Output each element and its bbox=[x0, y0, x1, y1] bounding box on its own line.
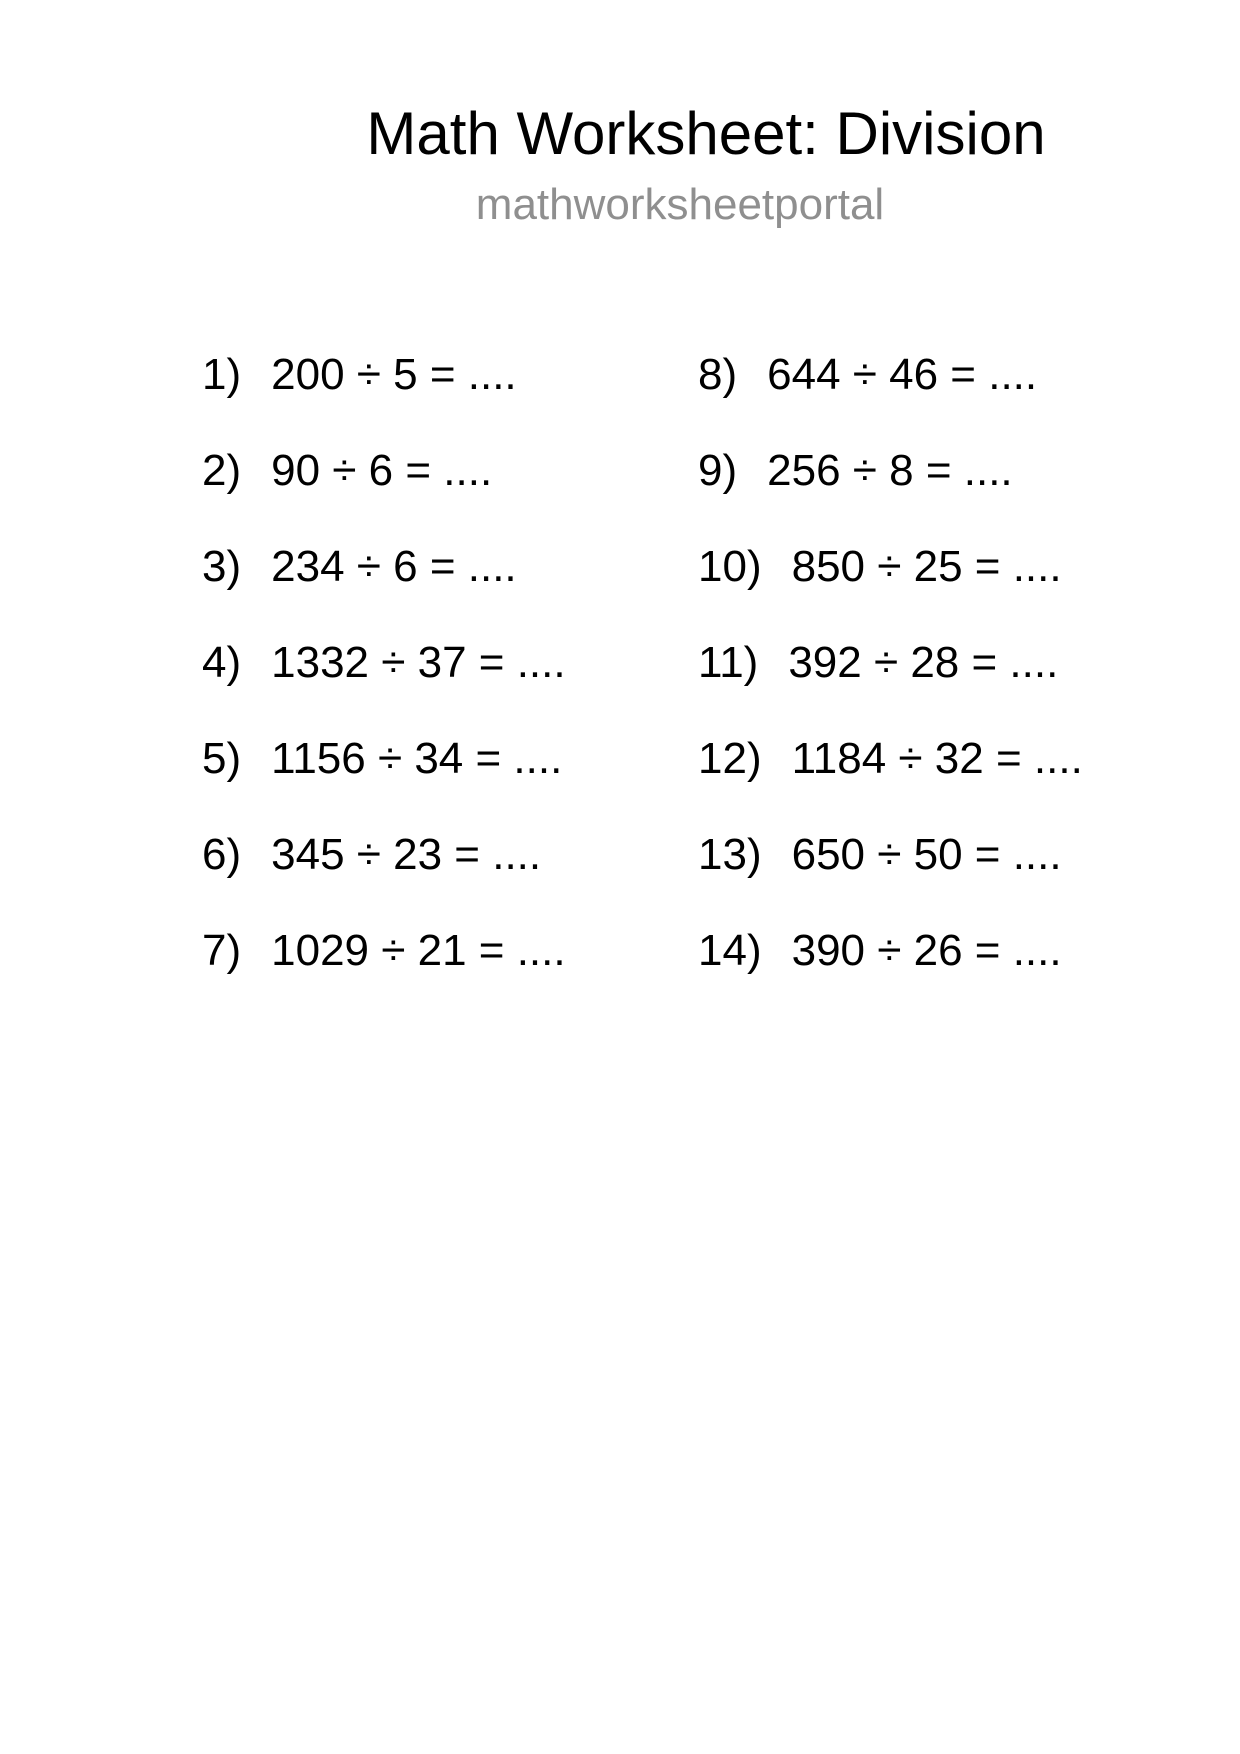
problem-number: 6) bbox=[202, 830, 242, 879]
problem-expression: 1029 ÷ 21 = .... bbox=[271, 926, 566, 975]
problem-number: 10) bbox=[698, 542, 762, 591]
problem-row bbox=[698, 830, 1083, 879]
problem-expression: 1156 ÷ 34 = .... bbox=[271, 734, 563, 783]
problem-number: 13) bbox=[698, 830, 762, 879]
problem-row bbox=[202, 542, 566, 591]
problem-row bbox=[202, 446, 566, 495]
problem-number: 3) bbox=[202, 542, 242, 591]
problem-row bbox=[698, 638, 1083, 687]
problem-number: 1) bbox=[202, 350, 242, 399]
problem-number: 14) bbox=[698, 926, 762, 975]
problem-number: 5) bbox=[202, 734, 242, 783]
problem-expression: 1332 ÷ 37 = .... bbox=[271, 638, 566, 687]
problem-row bbox=[698, 542, 1083, 591]
problem-expression: 90 ÷ 6 = .... bbox=[271, 446, 493, 495]
problem-expression: 1184 ÷ 32 = .... bbox=[791, 734, 1083, 783]
problem-row bbox=[202, 830, 566, 879]
problem-row bbox=[202, 350, 566, 399]
problem-expression: 850 ÷ 25 = .... bbox=[791, 542, 1062, 591]
problem-number: 4) bbox=[202, 638, 242, 687]
problem-number: 8) bbox=[698, 350, 738, 399]
page-subtitle: mathworksheetportal bbox=[475, 180, 885, 229]
problem-row bbox=[202, 926, 566, 975]
problem-row bbox=[698, 350, 1083, 399]
problem-number: 12) bbox=[698, 734, 762, 783]
problem-expression: 644 ÷ 46 = .... bbox=[767, 350, 1038, 399]
problem-number: 11) bbox=[698, 638, 759, 687]
problems-column-right bbox=[698, 350, 1083, 1025]
problem-row bbox=[202, 638, 566, 687]
problem-row bbox=[202, 734, 566, 783]
problem-number: 2) bbox=[202, 446, 242, 495]
problems-column-left bbox=[202, 350, 566, 1025]
problem-expression: 200 ÷ 5 = .... bbox=[271, 350, 517, 399]
page-title: Math Worksheet: Division bbox=[366, 100, 1046, 167]
problem-expression: 345 ÷ 23 = .... bbox=[271, 830, 542, 879]
problem-expression: 650 ÷ 50 = .... bbox=[791, 830, 1062, 879]
problem-row bbox=[698, 446, 1083, 495]
problem-number: 9) bbox=[698, 446, 738, 495]
problem-row bbox=[698, 926, 1083, 975]
problem-row bbox=[698, 734, 1083, 783]
problem-expression: 390 ÷ 26 = .... bbox=[791, 926, 1062, 975]
problem-expression: 392 ÷ 28 = .... bbox=[788, 638, 1059, 687]
problem-number: 7) bbox=[202, 926, 242, 975]
problem-expression: 234 ÷ 6 = .... bbox=[271, 542, 517, 591]
problem-expression: 256 ÷ 8 = .... bbox=[767, 446, 1013, 495]
